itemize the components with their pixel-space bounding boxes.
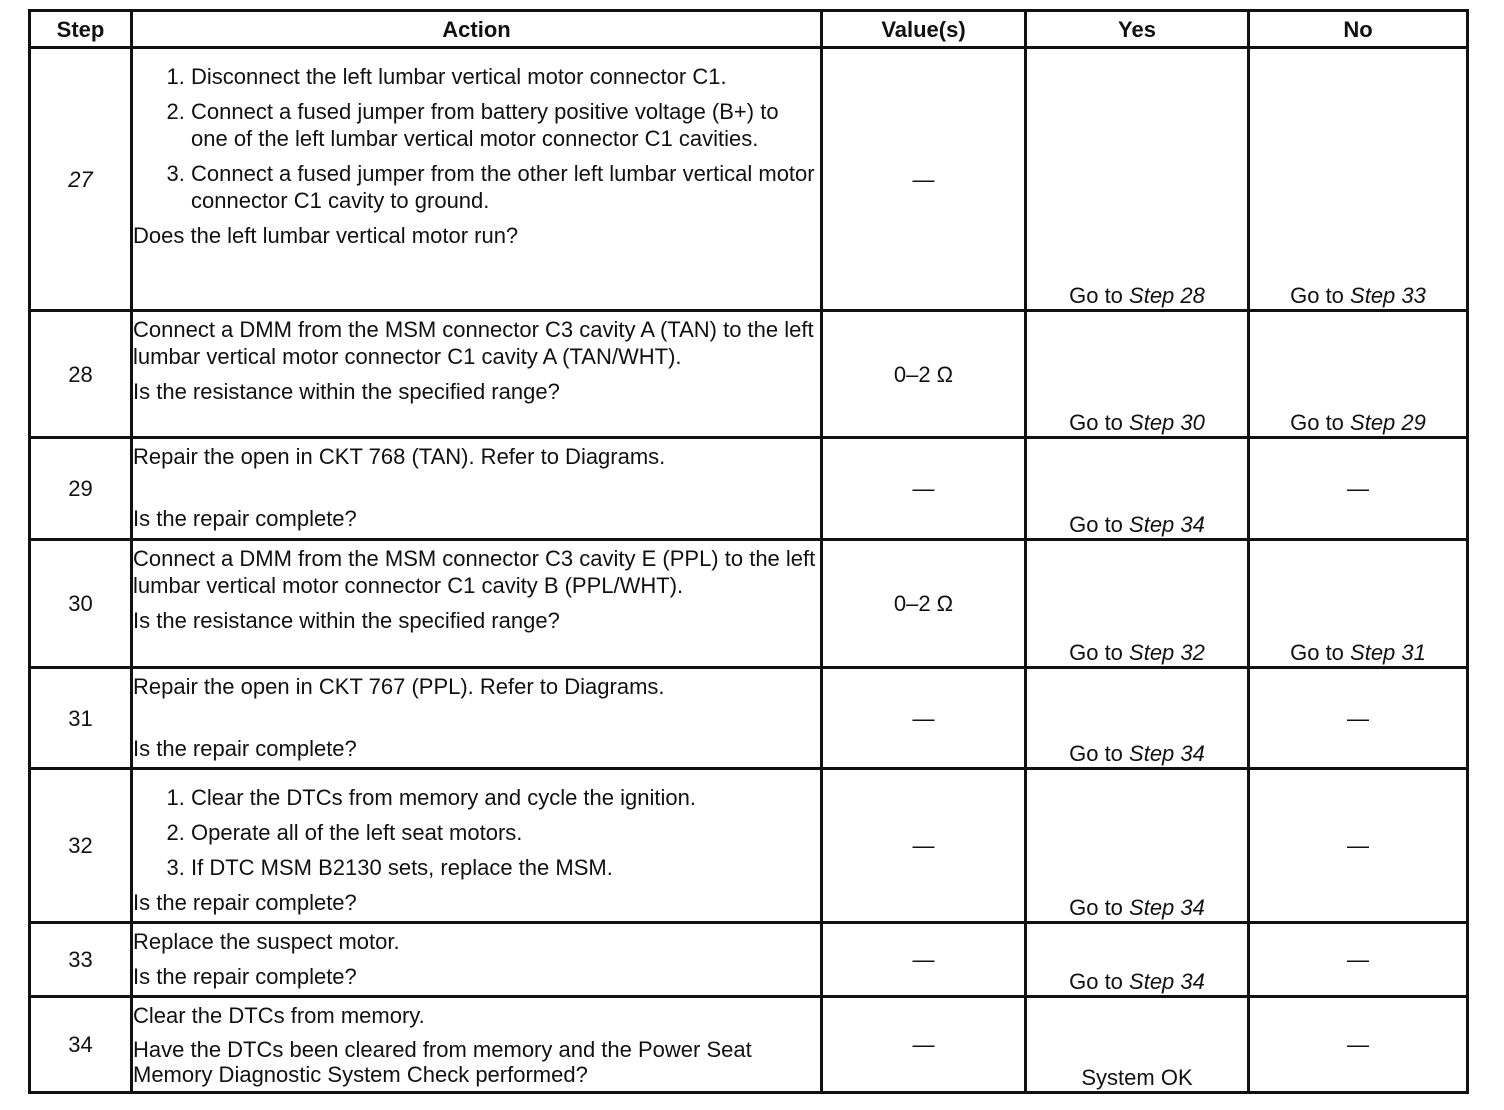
goto-prefix: Go to xyxy=(1290,283,1351,308)
value-cell: — xyxy=(822,769,1026,923)
goto-step-link: Step 30 xyxy=(1129,410,1205,435)
no-cell: — xyxy=(1249,668,1468,769)
table-row xyxy=(30,438,1468,540)
action-text: Repair the open in CKT 767 (PPL). Refer to Diagrams. xyxy=(133,674,665,699)
action-cell xyxy=(132,668,822,769)
action-text: Replace the suspect motor. xyxy=(133,929,400,954)
action-question: Is the resistance within the specified range? xyxy=(133,608,560,633)
goto-step-link: Step 33 xyxy=(1350,283,1426,308)
goto-prefix: Go to xyxy=(1290,640,1351,665)
yes-cell xyxy=(1026,769,1249,923)
yes-cell xyxy=(1026,438,1249,540)
goto-step-link: Step 32 xyxy=(1129,640,1205,665)
no-cell: — xyxy=(1249,923,1468,997)
step-number: 34 xyxy=(30,997,132,1093)
goto-prefix: Go to xyxy=(1069,969,1130,994)
diagnostic-table xyxy=(28,9,1469,1094)
step-number: 28 xyxy=(30,311,132,438)
no-cell xyxy=(1249,311,1468,438)
value-cell: — xyxy=(822,668,1026,769)
yes-cell xyxy=(1026,48,1249,311)
goto-prefix: Go to xyxy=(1069,512,1130,537)
yes-cell xyxy=(1026,668,1249,769)
step-number: 30 xyxy=(30,540,132,668)
action-step: 2. Operate all of the left seat motors. xyxy=(191,819,820,846)
goto-step-link: Step 29 xyxy=(1350,410,1426,435)
header-action: Action xyxy=(132,11,822,48)
header-values: Value(s) xyxy=(822,11,1026,48)
no-cell: — xyxy=(1249,997,1468,1093)
goto-prefix: Go to xyxy=(1069,283,1130,308)
action-question: Have the DTCs been cleared from memory and the Power Seat Memory Diagnostic System Check performed? xyxy=(133,1037,752,1087)
header-step: Step xyxy=(30,11,132,48)
header-yes: Yes xyxy=(1026,11,1249,48)
value-cell: — xyxy=(822,997,1026,1093)
action-question: Is the repair complete? xyxy=(133,890,357,915)
goto-prefix: Go to xyxy=(1069,410,1130,435)
action-step: 2. Connect a fused jumper from battery positive voltage (B+) to one of the left lumbar vertical motor connector C1 cavities. xyxy=(191,98,820,152)
action-cell xyxy=(132,48,822,311)
table-row xyxy=(30,311,1468,438)
step-number: 29 xyxy=(30,438,132,540)
goto-prefix: Go to xyxy=(1069,741,1130,766)
goto-step-link: Step 34 xyxy=(1129,512,1205,537)
action-cell xyxy=(132,311,822,438)
action-text: Repair the open in CKT 768 (TAN). Refer to Diagrams. xyxy=(133,444,666,469)
no-cell xyxy=(1249,48,1468,311)
step-number: 32 xyxy=(30,769,132,923)
action-text: Connect a DMM from the MSM connector C3 cavity E (PPL) to the left lumbar vertical motor connector C1 cavity B (PPL/WHT). xyxy=(133,546,816,598)
table-row xyxy=(30,48,1468,311)
yes-cell: System OK xyxy=(1026,997,1249,1093)
action-cell xyxy=(132,997,822,1093)
goto-prefix: Go to xyxy=(1069,895,1130,920)
action-cell xyxy=(132,438,822,540)
table-row xyxy=(30,997,1468,1093)
step-number: 31 xyxy=(30,668,132,769)
action-question: Is the resistance within the specified range? xyxy=(133,379,560,404)
value-cell: 0–2 Ω xyxy=(822,311,1026,438)
value-cell: — xyxy=(822,48,1026,311)
header-no: No xyxy=(1249,11,1468,48)
action-cell xyxy=(132,540,822,668)
yes-cell xyxy=(1026,923,1249,997)
action-question: Is the repair complete? xyxy=(133,736,357,761)
step-number: 27 xyxy=(30,48,132,311)
goto-prefix: Go to xyxy=(1069,640,1130,665)
table-row xyxy=(30,540,1468,668)
action-question: Is the repair complete? xyxy=(133,964,357,989)
action-step: 1. Clear the DTCs from memory and cycle the ignition. xyxy=(191,784,820,811)
action-question: Is the repair complete? xyxy=(133,506,357,531)
value-cell: — xyxy=(822,923,1026,997)
value-cell: 0–2 Ω xyxy=(822,540,1026,668)
yes-cell xyxy=(1026,311,1249,438)
table-row xyxy=(30,923,1468,997)
action-step: 3. If DTC MSM B2130 sets, replace the MSM. xyxy=(191,854,820,881)
action-cell xyxy=(132,923,822,997)
action-text: Connect a DMM from the MSM connector C3 cavity A (TAN) to the left lumbar vertical motor connector C1 cavity A (TAN/WHT). xyxy=(133,317,814,369)
goto-step-link: Step 34 xyxy=(1129,895,1205,920)
no-cell xyxy=(1249,540,1468,668)
action-question: Does the left lumbar vertical motor run? xyxy=(133,223,519,248)
action-cell xyxy=(132,769,822,923)
action-text: Clear the DTCs from memory. xyxy=(133,1003,425,1028)
no-cell: — xyxy=(1249,438,1468,540)
no-cell: — xyxy=(1249,769,1468,923)
goto-prefix: Go to xyxy=(1290,410,1351,435)
yes-cell xyxy=(1026,540,1249,668)
value-cell: — xyxy=(822,438,1026,540)
table-row xyxy=(30,769,1468,923)
action-step: 1. Disconnect the left lumbar vertical motor connector C1. xyxy=(191,63,820,90)
goto-step-link: Step 28 xyxy=(1129,283,1205,308)
table-row xyxy=(30,668,1468,769)
header-row xyxy=(30,11,1468,48)
goto-step-link: Step 31 xyxy=(1350,640,1426,665)
goto-step-link: Step 34 xyxy=(1129,741,1205,766)
step-number: 33 xyxy=(30,923,132,997)
action-step: 3. Connect a fused jumper from the other left lumbar vertical motor connector C1 cavity to ground. xyxy=(191,160,820,214)
goto-step-link: Step 34 xyxy=(1129,969,1205,994)
